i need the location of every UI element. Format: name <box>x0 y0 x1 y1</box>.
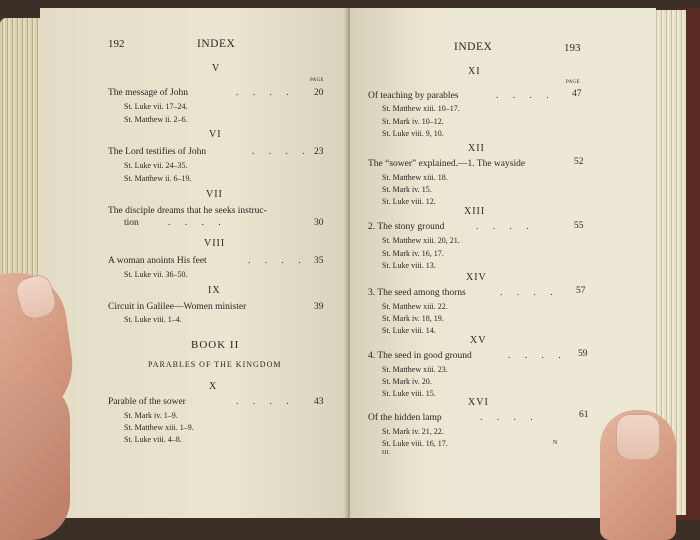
section-numeral: XV <box>470 335 487 346</box>
left-hand <box>0 380 70 540</box>
section-numeral: XII <box>468 143 485 154</box>
scripture-ref: St. Mark iv. 20. <box>382 377 432 386</box>
dot-leader: . . . . <box>252 147 311 157</box>
scripture-ref: St. Luke viii. 9, 10. <box>382 129 444 138</box>
left-page <box>40 8 352 518</box>
scripture-ref: St. Matthew xiii. 23. <box>382 365 448 374</box>
scripture-ref: St. Luke viii. 12. <box>382 197 436 206</box>
right-running-head: INDEX <box>454 41 493 53</box>
section-numeral: VIII <box>204 238 226 249</box>
section-numeral: XI <box>468 66 481 77</box>
scripture-ref: St. Luke viii. 15. <box>382 389 436 398</box>
dot-leader: . . . . <box>500 288 559 298</box>
section-numeral: VI <box>209 129 222 140</box>
book-subheading: PARABLES OF THE KINGDOM <box>148 360 282 369</box>
page-column-label: PAGE <box>566 80 580 85</box>
left-running-head: INDEX <box>197 38 236 50</box>
signature-letter: N <box>553 440 558 446</box>
entry-page: 39 <box>314 302 324 312</box>
scripture-ref: St. Mark iv. 16, 17. <box>382 249 444 258</box>
page-column-label: PAGE <box>310 78 324 83</box>
entry-title: The message of John <box>108 88 188 98</box>
entry-page: 35 <box>314 256 324 266</box>
section-numeral: V <box>212 63 221 74</box>
entry-title: 2. The stony ground <box>368 222 445 232</box>
entry-page: 20 <box>314 88 324 98</box>
section-numeral: VII <box>206 189 223 200</box>
scripture-ref: St. Mark iv. 21, 22. <box>382 427 444 436</box>
dot-leader: . . . . <box>248 256 307 266</box>
left-page-number: 192 <box>108 38 125 50</box>
entry-page: 59 <box>578 349 588 359</box>
section-numeral: IX <box>208 285 221 296</box>
entry-title: Parable of the sower <box>108 397 186 407</box>
signature-mark: III. <box>382 450 391 456</box>
scripture-ref: St. Mark iv. 15. <box>382 185 432 194</box>
entry-title: 4. The seed in good ground <box>368 351 472 361</box>
section-numeral: XIII <box>464 206 486 217</box>
right-thumbnail <box>616 414 660 460</box>
scripture-ref: St. Matthew ii. 6–19. <box>124 174 192 183</box>
dot-leader: . . . . <box>236 397 295 407</box>
scripture-ref: St. Luke viii. 14. <box>382 326 436 335</box>
entry-page: 30 <box>314 218 324 228</box>
dot-leader: . . . . <box>168 218 227 228</box>
scripture-ref: St. Luke viii. 1–4. <box>124 315 182 324</box>
book-heading: BOOK II <box>191 339 240 351</box>
entry-title: The Lord testifies of John <box>108 147 207 157</box>
entry-title: The “sower” explained.—1. The wayside <box>368 159 526 169</box>
dot-leader: . . . . <box>480 413 539 423</box>
entry-page: 57 <box>576 286 586 296</box>
scripture-ref: St. Luke vii. 36–50. <box>124 270 188 279</box>
scripture-ref: St. Matthew ii. 2–6. <box>124 115 188 124</box>
entry-title: 3. The seed among thorns <box>368 288 466 298</box>
dot-leader: . . . . <box>508 351 567 361</box>
entry-title: Of teaching by parables <box>368 91 459 101</box>
scripture-ref: St. Matthew xiii. 1–9. <box>124 423 194 432</box>
scripture-ref: St. Mark iv. 18, 19. <box>382 314 444 323</box>
entry-page: 61 <box>579 410 589 420</box>
right-page-number: 193 <box>564 42 581 54</box>
scripture-ref: St. Matthew xiii. 10–17. <box>382 104 460 113</box>
entry-page: 55 <box>574 221 584 231</box>
entry-title-line1: The disciple dreams that he seeks instruc- <box>108 206 267 216</box>
entry-page: 23 <box>314 147 324 157</box>
dot-leader: . . . . <box>496 91 555 101</box>
dot-leader: . . . . <box>236 88 295 98</box>
entry-title: Circuit in Galilee—Women minister <box>108 302 247 312</box>
entry-title: Of the hidden lamp <box>368 413 442 423</box>
scripture-ref: St. Luke viii. 4–8. <box>124 435 182 444</box>
section-numeral: X <box>209 381 218 392</box>
dot-leader: . . . . <box>476 222 535 232</box>
scripture-ref: St. Matthew xiii. 20, 21. <box>382 236 460 245</box>
scripture-ref: St. Luke vii. 17–24. <box>124 102 188 111</box>
entry-title-line2: tion <box>124 218 139 228</box>
entry-page: 47 <box>572 89 582 99</box>
entry-title: A woman anoints His feet <box>108 256 207 266</box>
scripture-ref: St. Mark iv. 10–12. <box>382 117 444 126</box>
section-numeral: XIV <box>466 272 487 283</box>
scripture-ref: St. Luke vii. 24–35. <box>124 161 188 170</box>
scripture-ref: St. Mark iv. 1–9. <box>124 411 178 420</box>
section-numeral: XVI <box>468 397 489 408</box>
entry-page: 52 <box>574 157 584 167</box>
scripture-ref: St. Matthew xiii. 22. <box>382 302 448 311</box>
entry-page: 43 <box>314 397 324 407</box>
scripture-ref: St. Matthew xiii. 18. <box>382 173 448 182</box>
scripture-ref: St. Luke viii. 16, 17. <box>382 439 448 448</box>
scripture-ref: St. Luke viii. 13. <box>382 261 436 270</box>
